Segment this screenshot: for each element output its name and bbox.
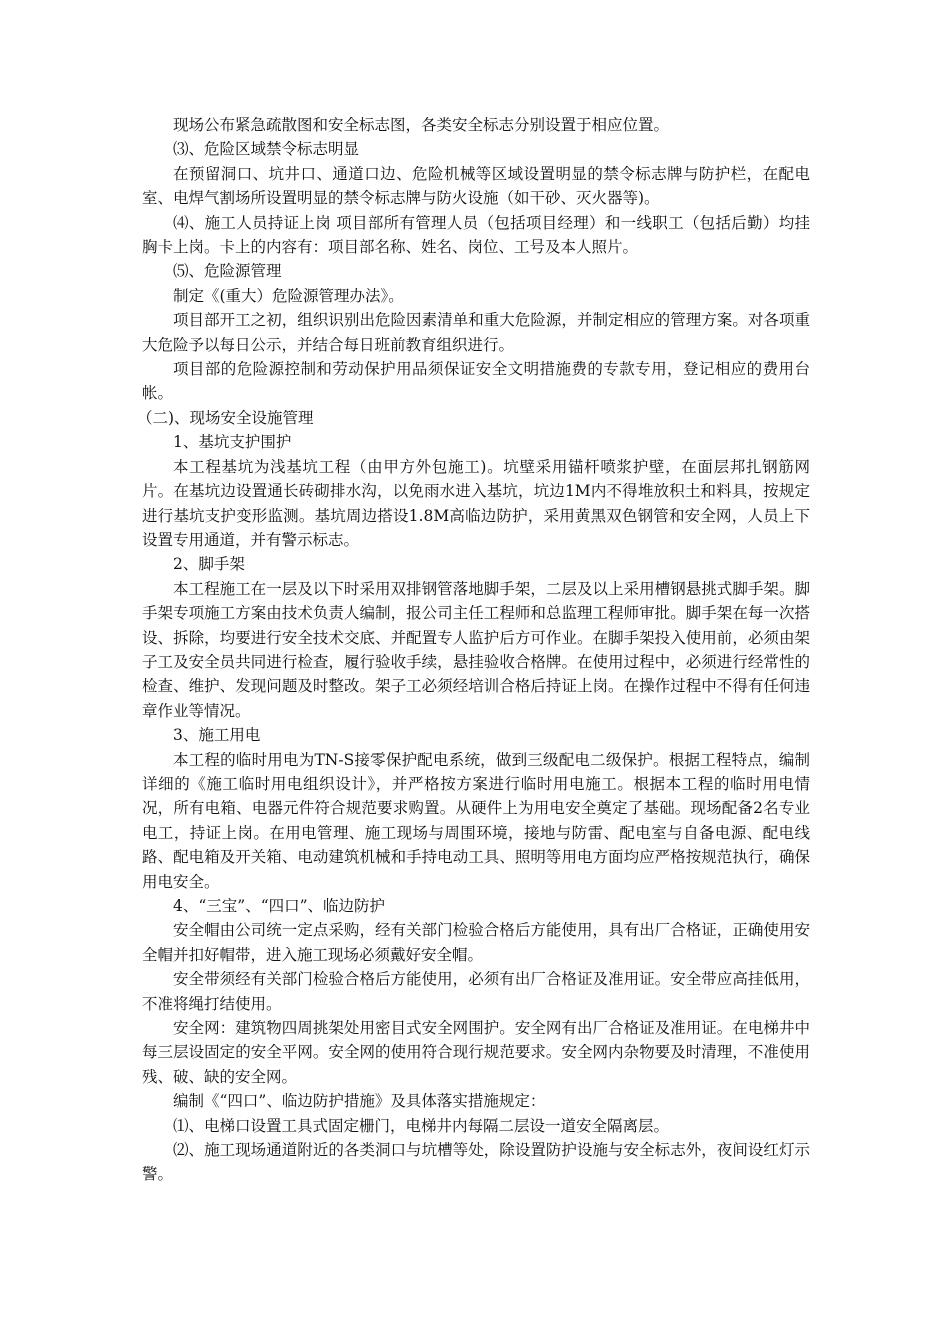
body-paragraph: 3、施工用电 <box>173 726 261 745</box>
body-paragraph: 项目部的危险源控制和劳动保护用品须保证安全文明措施费的专款专用，登记相应的费用台帐。 <box>142 360 810 403</box>
body-paragraph: 安全网：建筑物四周挑架处用密目式安全网围护。安全网有出厂合格证及准用证。在电梯井中每三层设固定的安全平网。安全网的使用符合现行规范要求。安全网内杂物要及时清理，不准使用残、破、缺的安全网。 <box>142 1019 810 1086</box>
body-paragraph: 安全帽由公司统一定点采购，经有关部门检验合格后方能使用，具有出厂合格证，正确使用安全帽并扣好帽带，进入施工现场必须戴好安全帽。 <box>142 921 810 964</box>
body-paragraph: 2、脚手架 <box>173 555 245 574</box>
body-paragraph: ⑶、危险区域禁令标志明显 <box>173 140 360 159</box>
body-paragraph: 4、“三宝”、“四口”、临边防护 <box>173 897 386 915</box>
body-paragraph: 制定《(重大）危险源管理办法》。 <box>173 286 404 305</box>
body-paragraph: 本工程的临时用电为TN-S接零保护配电系统，做到三级配电二级保护。根据工程特点，编制详细的《施工临时用电组织设计》，并严格按方案进行临时用电施工。根据本工程的临时用电情况，所有电箱、电器元件符合规范要求购置。从硬件上为用电安全奠定了基础。现场配备2名专业电工，持证上岗。在用电管理、施工现场与周围环境，接地与防雷、配电室与自备电源、配电线路、配电箱及开关箱、电动建筑机械和手持电动工具、照明等用电方面均应严格按规范执行，确保用电安全。 <box>142 750 810 891</box>
body-paragraph: 安全带须经有关部门检验合格后方能使用，必须有出厂合格证及准用证。安全带应高挂低用，不准将绳打结使用。 <box>142 970 810 1013</box>
body-paragraph: 现场公布紧急疏散图和安全标志图，各类安全标志分别设置于相应位置。 <box>173 116 670 134</box>
body-paragraph: 1、基坑支护围护 <box>173 433 292 452</box>
body-paragraph: 项目部开工之初，组织识别出危险因素清单和重大危险源，并制定相应的管理方案。对各项重大危险予以每日公示，并结合每日班前教育组织进行。 <box>142 311 810 354</box>
section-heading: （二)、现场安全设施管理 <box>137 408 314 427</box>
body-paragraph: 编制《“四口”、临边防护措施》及具体落实措施规定： <box>173 1092 546 1111</box>
document-page <box>137 113 810 1187</box>
body-paragraph: ⑷、施工人员持证上岗 项目部所有管理人员（包括项目经理）和一线职工（包括后勤）均挂胸卡上岗。卡上的内容有：项目部名称、姓名、岗位、工号及本人照片。 <box>142 213 810 257</box>
body-paragraph: 在预留洞口、坑井口、通道口边、危险机械等区域设置明显的禁令标志牌与防护栏，在配电室、电焊气割场所设置明显的禁令标志牌与防火设施（如干砂、灭火器等)。 <box>142 164 810 208</box>
body-paragraph: 本工程施工在一层及以下时采用双排钢管落地脚手架，二层及以上采用槽钢悬挑式脚手架。脚手架专项施工方案由技术负责人编制，报公司主任工程师和总监理工程师审批。脚手架在每一次搭设、拆除，均要进行安全技术交底、并配置专人监护后方可作业。在脚手架投入使用前，必须由架子工及安全员共同进行检查，履行验收手续，悬挂验收合格牌。在使用过程中，必须进行经常性的检查、维护、发现问题及时整改。架子工必须经培训合格后持证上岗。在操作过程中不得有任何违章作业等情况。 <box>142 579 810 720</box>
body-paragraph: ⑸、危险源管理 <box>173 262 282 281</box>
body-paragraph: ⑵、施工现场通道附近的各类洞口与坑槽等处，除设置防护设施与安全标志外，夜间设红灯示警。 <box>142 1141 810 1184</box>
body-paragraph: ⑴、电梯口设置工具式固定栅门，电梯井内每隔二层设一道安全隔离层。 <box>173 1116 670 1135</box>
body-paragraph: 本工程基坑为浅基坑工程（由甲方外包施工)。坑壁采用锚杆喷浆护壁，在面层邦扎钢筋网片。在基坑边设置通长砖砌排水沟，以免雨水进入基坑，坑边1M内不得堆放积土和料具，按规定进行基坑支护变形监测。基坑周边搭设1.8M高临边防护，采用黄黑双色钢管和安全网，人员上下设置专用通道，并有警示标志。 <box>142 457 810 549</box>
